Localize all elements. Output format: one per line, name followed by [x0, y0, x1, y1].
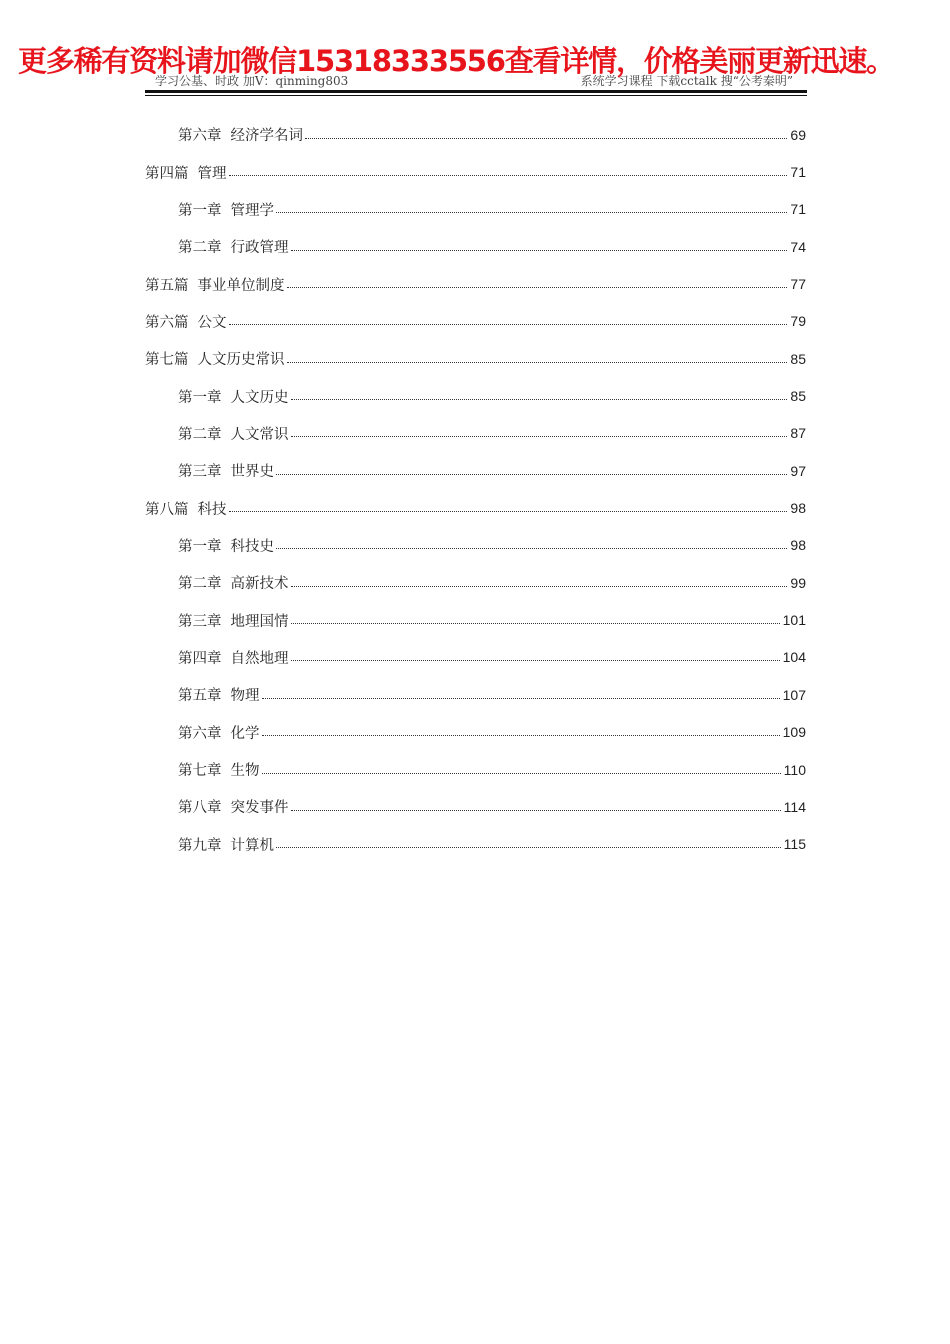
toc-entry-title: 经济学名词 [230, 128, 303, 145]
toc-dot-leader [262, 697, 780, 699]
toc-entry[interactable] [145, 191, 806, 228]
toc-entry-page: 74 [790, 238, 806, 255]
toc-entry-page: 101 [782, 612, 806, 629]
toc-entry-title: 科技史 [230, 538, 274, 555]
toc-entry-page: 114 [783, 798, 806, 815]
toc-entry-page: 107 [782, 686, 806, 703]
toc-entry-number: 第二章 [178, 240, 222, 257]
toc-dot-leader [287, 361, 788, 363]
toc-entry[interactable] [145, 788, 806, 825]
toc-dot-leader [262, 772, 781, 774]
toc-dot-leader [276, 473, 787, 475]
toc-dot-leader [291, 809, 781, 811]
toc-entry[interactable] [145, 527, 806, 564]
toc-entry-page: 98 [790, 537, 806, 554]
toc-entry-title: 管理学 [230, 202, 274, 219]
toc-entry-page: 115 [783, 836, 806, 853]
toc-entry-number: 第四章 [178, 650, 222, 667]
toc-dot-leader [229, 323, 788, 325]
toc-entry-title: 高新技术 [230, 576, 289, 593]
toc-entry-page: 109 [782, 724, 806, 741]
toc-entry-title: 人文历史常识 [197, 352, 285, 369]
toc-entry-number: 第八篇 [145, 501, 189, 518]
toc-entry-number: 第五章 [178, 688, 222, 705]
toc-entry-title: 世界史 [230, 464, 274, 481]
header-left-text: 学习公基、时政 加V：qinming803 [155, 74, 349, 88]
toc-entry[interactable] [145, 415, 806, 452]
toc-entry-title: 地理国情 [230, 613, 289, 630]
toc-entry-title: 科技 [197, 501, 227, 518]
toc-entry[interactable] [145, 826, 806, 863]
toc-entry-page: 71 [790, 164, 806, 181]
promo-banner: 更多稀有资料请加微信15318333556查看详情，价格美丽更新迅速。 [18, 44, 894, 78]
toc-entry[interactable] [145, 751, 806, 788]
toc-entry-page: 110 [783, 761, 806, 778]
toc-entry-title: 突发事件 [230, 800, 289, 817]
toc-entry-page: 85 [790, 350, 806, 367]
toc-entry-number: 第四篇 [145, 165, 189, 182]
toc-entry[interactable] [145, 639, 806, 676]
toc-dot-leader [291, 659, 780, 661]
toc-dot-leader [291, 622, 780, 624]
toc-dot-leader [291, 398, 788, 400]
toc-entry[interactable] [145, 452, 806, 489]
toc-entry-title: 生物 [230, 763, 260, 780]
toc-entry-title: 公文 [197, 314, 227, 331]
toc-entry-page: 69 [790, 126, 806, 143]
toc-entry-title: 计算机 [230, 837, 274, 854]
toc-entry-number: 第二章 [178, 426, 222, 443]
toc-dot-leader [229, 174, 788, 176]
toc-entry-title: 事业单位制度 [197, 277, 285, 294]
toc-dot-leader [305, 137, 787, 139]
header-right-text: 系统学习课程 下载cctalk 搜“公考秦明” [580, 74, 793, 88]
toc-entry-title: 自然地理 [230, 650, 289, 667]
toc-entry-title: 管理 [197, 165, 227, 182]
toc-entry-number: 第一章 [178, 202, 222, 219]
toc-dot-leader [276, 846, 781, 848]
table-of-contents [145, 116, 806, 863]
toc-dot-leader [291, 585, 788, 587]
toc-entry[interactable] [145, 340, 806, 377]
toc-entry-number: 第六章 [178, 725, 222, 742]
toc-entry-page: 85 [790, 388, 806, 405]
toc-entry[interactable] [145, 564, 806, 601]
toc-entry-number: 第八章 [178, 800, 222, 817]
toc-entry-page: 87 [790, 425, 806, 442]
toc-entry-page: 97 [790, 462, 806, 479]
toc-dot-leader [276, 547, 787, 549]
toc-entry-page: 79 [790, 313, 806, 330]
toc-dot-leader [276, 211, 787, 213]
toc-entry[interactable] [145, 265, 806, 302]
toc-entry-number: 第六章 [178, 128, 222, 145]
toc-entry-title: 人文历史 [230, 389, 289, 406]
toc-entry[interactable] [145, 228, 806, 265]
toc-dot-leader [291, 435, 788, 437]
toc-entry-page: 99 [790, 574, 806, 591]
toc-entry-page: 77 [790, 276, 806, 293]
toc-entry[interactable] [145, 489, 806, 526]
toc-entry-title: 化学 [230, 725, 260, 742]
toc-dot-leader [229, 510, 788, 512]
toc-entry-number: 第三章 [178, 464, 222, 481]
toc-entry[interactable] [145, 676, 806, 713]
toc-dot-leader [291, 249, 788, 251]
toc-entry-page: 98 [790, 500, 806, 517]
toc-entry-number: 第二章 [178, 576, 222, 593]
toc-entry-page: 104 [782, 649, 806, 666]
toc-entry-number: 第三章 [178, 613, 222, 630]
toc-dot-leader [287, 286, 788, 288]
toc-entry[interactable] [145, 601, 806, 638]
toc-entry-number: 第一章 [178, 389, 222, 406]
toc-entry-title: 物理 [230, 688, 260, 705]
header-rule-thin [145, 95, 807, 96]
header-rule-thick [145, 90, 807, 93]
toc-entry-number: 第七篇 [145, 352, 189, 369]
toc-entry-number: 第六篇 [145, 314, 189, 331]
toc-dot-leader [262, 734, 780, 736]
toc-entry-number: 第九章 [178, 837, 222, 854]
toc-entry[interactable] [145, 303, 806, 340]
toc-entry[interactable] [145, 714, 806, 751]
toc-entry-number: 第五篇 [145, 277, 189, 294]
toc-entry-page: 71 [790, 201, 806, 218]
toc-entry-title: 人文常识 [230, 426, 289, 443]
toc-entry-number: 第一章 [178, 538, 222, 555]
toc-entry[interactable] [145, 377, 806, 414]
toc-entry-title: 行政管理 [230, 240, 289, 257]
toc-entry[interactable] [145, 116, 806, 153]
toc-entry[interactable] [145, 153, 806, 190]
toc-entry-number: 第七章 [178, 763, 222, 780]
